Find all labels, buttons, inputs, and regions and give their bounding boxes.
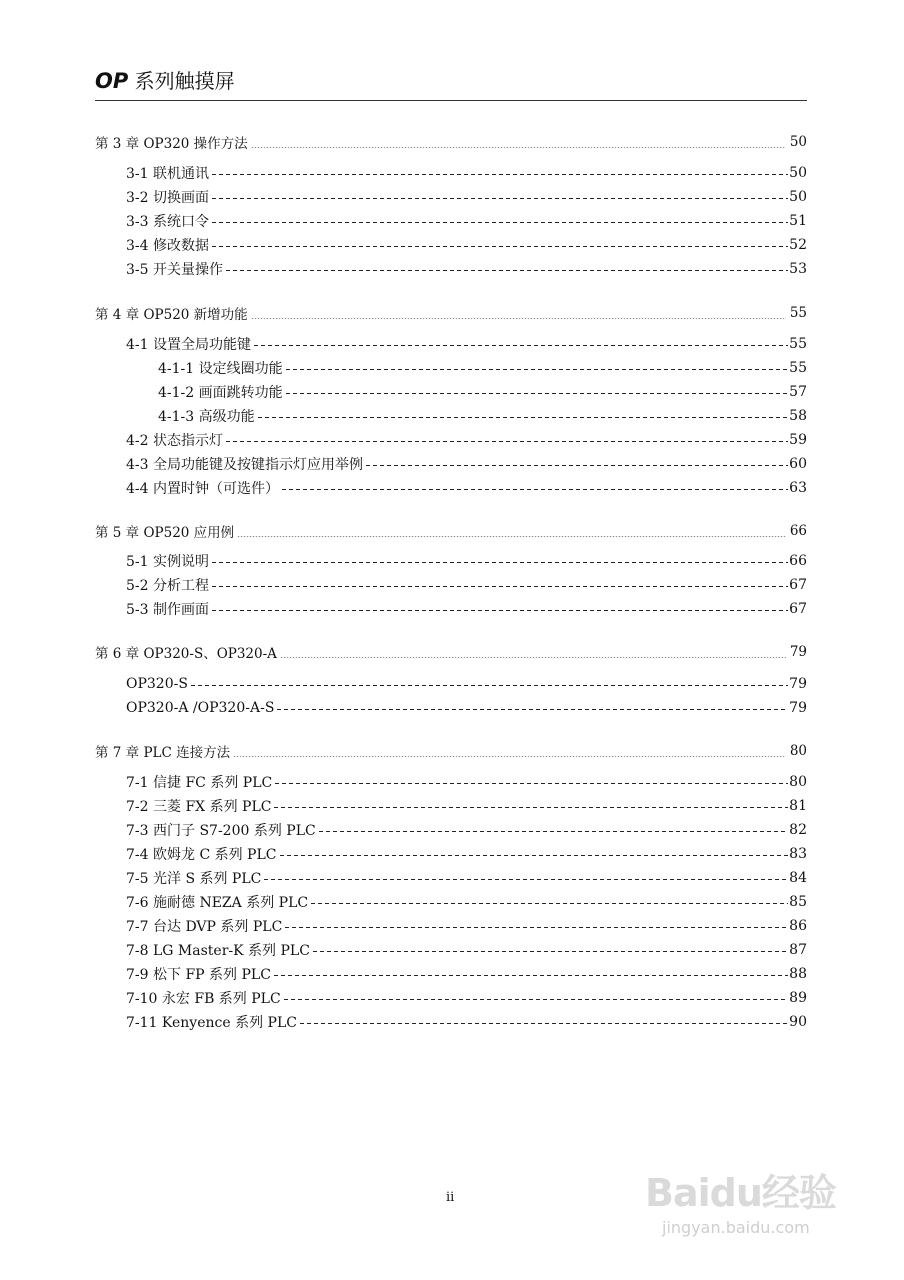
toc-section-entry[interactable]	[126, 477, 807, 499]
toc-page-number: 66	[789, 523, 807, 539]
toc-entry-label: 7-4 欧姆龙 C 系列 PLC	[126, 847, 277, 863]
toc-entry-label: 7-3 西门子 S7-200 系列 PLC	[126, 823, 316, 839]
toc-leader	[284, 999, 788, 1000]
toc-entry-label: OP320-A /OP320-A-S	[126, 700, 275, 716]
header-title-prefix: OP	[95, 69, 129, 93]
toc-leader	[237, 536, 786, 537]
toc-entry-label: 第 5 章 OP520 应用例	[95, 525, 235, 541]
toc-section-entry[interactable]	[126, 598, 807, 620]
toc-chapter-entry[interactable]	[95, 302, 807, 324]
toc-page-number: 67	[789, 577, 807, 593]
watermark-url: jingyan.baidu.com	[662, 1218, 810, 1237]
toc-page-number: 66	[789, 553, 807, 569]
toc-entry-label: 7-10 永宏 FB 系列 PLC	[126, 991, 281, 1007]
toc-leader	[254, 345, 788, 346]
toc-entry-label: 7-6 施耐德 NEZA 系列 PLC	[126, 895, 309, 911]
toc-page-number: 55	[789, 360, 807, 376]
toc-leader	[212, 222, 788, 223]
toc-entry-label: 7-9 松下 FP 系列 PLC	[126, 967, 271, 983]
toc-section-entry[interactable]	[158, 357, 807, 379]
toc-section-entry[interactable]	[126, 186, 807, 208]
toc-leader	[280, 657, 786, 658]
toc-leader	[212, 174, 788, 175]
toc-section-entry[interactable]	[126, 987, 807, 1009]
toc-page-number: 60	[789, 456, 807, 472]
toc-leader	[319, 831, 788, 832]
toc-section-entry[interactable]	[126, 697, 807, 719]
toc-entry-label: 3-3 系统口令	[126, 214, 209, 230]
toc-page-number: 52	[789, 237, 807, 253]
toc-entry-label: OP320-S	[126, 676, 188, 692]
toc-section-entry[interactable]	[126, 771, 807, 793]
toc-section-entry[interactable]	[158, 405, 807, 427]
toc-leader	[280, 855, 789, 856]
toc-page-number: 79	[789, 700, 807, 716]
toc-section-entry[interactable]	[126, 867, 807, 889]
toc-section-entry[interactable]	[126, 915, 807, 937]
toc-page-number: 81	[789, 798, 807, 814]
baidu-watermark	[640, 1140, 870, 1250]
toc-section-entry[interactable]	[126, 891, 807, 913]
footer-page-number: ii	[446, 1190, 455, 1205]
toc-page-number: 57	[789, 384, 807, 400]
toc-leader	[212, 586, 788, 587]
toc-entry-label: 5-1 实例说明	[126, 554, 209, 570]
toc-page-number: 90	[789, 1014, 807, 1030]
toc-entry-label: 4-3 全局功能键及按键指示灯应用举例	[126, 457, 363, 473]
toc-entry-label: 第 6 章 OP320-S、OP320-A	[95, 646, 277, 662]
toc-page-number: 87	[789, 942, 807, 958]
toc-entry-label: 4-1-2 画面跳转功能	[158, 385, 283, 401]
toc-page-number: 63	[789, 480, 807, 496]
toc-section-entry[interactable]	[126, 550, 807, 572]
toc-leader	[191, 685, 788, 686]
toc-leader	[226, 441, 788, 442]
toc-leader	[212, 246, 788, 247]
toc-leader	[233, 756, 786, 757]
toc-leader	[277, 709, 788, 710]
toc-leader	[251, 318, 786, 319]
toc-section-entry[interactable]	[126, 795, 807, 817]
toc-leader	[286, 393, 789, 394]
toc-entry-label: 3-4 修改数据	[126, 238, 209, 254]
toc-page-number: 50	[789, 134, 807, 150]
toc-page-number: 79	[789, 676, 807, 692]
toc-leader	[311, 903, 788, 904]
toc-entry-label: 第 4 章 OP520 新增功能	[95, 307, 248, 323]
toc-entry-label: 3-5 开关量操作	[126, 262, 223, 278]
toc-leader	[275, 783, 788, 784]
toc-section-entry[interactable]	[126, 162, 807, 184]
toc-page-number: 84	[789, 870, 807, 886]
toc-page-number: 50	[789, 189, 807, 205]
toc-section-entry[interactable]	[126, 673, 807, 695]
toc-leader	[313, 951, 788, 952]
toc-entry-label: 7-5 光洋 S 系列 PLC	[126, 871, 262, 887]
toc-page-number: 83	[789, 846, 807, 862]
toc-leader	[212, 610, 788, 611]
toc-page-number: 58	[789, 408, 807, 424]
toc-page-number: 55	[789, 305, 807, 321]
toc-page-number: 86	[789, 918, 807, 934]
toc-entry-label: 7-1 信捷 FC 系列 PLC	[126, 775, 273, 791]
toc-page-number: 80	[789, 743, 807, 759]
toc-section-entry[interactable]	[126, 843, 807, 865]
toc-chapter-entry[interactable]	[95, 740, 807, 762]
toc-section-entry[interactable]	[126, 429, 807, 451]
toc-section-entry[interactable]	[126, 234, 807, 256]
toc-section-entry[interactable]	[158, 381, 807, 403]
watermark-brand: Baidu经验	[645, 1171, 836, 1215]
toc-leader	[258, 417, 789, 418]
toc-section-entry[interactable]	[126, 258, 807, 280]
toc-entry-label: 5-3 制作画面	[126, 602, 209, 618]
toc-leader	[226, 270, 788, 271]
toc-entry-label: 第 3 章 OP320 操作方法	[95, 136, 248, 152]
toc-leader	[251, 147, 786, 148]
toc-leader	[300, 1023, 788, 1024]
toc-section-entry[interactable]	[126, 210, 807, 232]
toc-entry-label: 7-2 三菱 FX 系列 PLC	[126, 799, 272, 815]
toc-leader	[212, 198, 788, 199]
toc-section-entry[interactable]	[126, 574, 807, 596]
toc-section-entry[interactable]	[126, 963, 807, 985]
toc-leader	[212, 562, 788, 563]
toc-leader	[282, 489, 788, 490]
toc-entry-label: 4-2 状态指示灯	[126, 433, 223, 449]
toc-leader	[286, 369, 789, 370]
toc-entry-label: 7-7 台达 DVP 系列 PLC	[126, 919, 283, 935]
toc-section-entry[interactable]	[126, 453, 807, 475]
toc-page-number: 59	[789, 432, 807, 448]
toc-page-number: 53	[789, 261, 807, 277]
toc-page-number: 85	[789, 894, 807, 910]
toc-entry-label: 第 7 章 PLC 连接方法	[95, 745, 231, 761]
toc-section-entry[interactable]	[126, 1011, 807, 1033]
toc-leader	[274, 975, 788, 976]
toc-page-number: 79	[789, 644, 807, 660]
toc-section-entry[interactable]	[126, 939, 807, 961]
toc-page-number: 55	[789, 336, 807, 352]
toc-entry-label: 7-8 LG Master-K 系列 PLC	[126, 943, 310, 959]
toc-leader	[366, 465, 788, 466]
toc-entry-label: 4-1 设置全局功能键	[126, 337, 251, 353]
toc-entry-label: 3-1 联机通讯	[126, 166, 209, 182]
toc-leader	[274, 807, 788, 808]
toc-page-number: 89	[789, 990, 807, 1006]
toc-page-number: 88	[789, 966, 807, 982]
toc-leader	[264, 879, 788, 880]
toc-leader	[285, 927, 788, 928]
toc-entry-label: 4-1-3 高级功能	[158, 409, 255, 425]
toc-page-number: 50	[789, 165, 807, 181]
toc-entry-label: 3-2 切换画面	[126, 190, 209, 206]
toc-section-entry[interactable]	[126, 333, 807, 355]
toc-chapter-entry[interactable]	[95, 131, 807, 153]
toc-chapter-entry[interactable]	[95, 520, 807, 542]
toc-entry-label: 5-2 分析工程	[126, 578, 209, 594]
toc-page-number: 67	[789, 601, 807, 617]
toc-page-number: 80	[789, 774, 807, 790]
toc-page-number: 82	[789, 822, 807, 838]
toc-page-number: 51	[789, 213, 807, 229]
header-title-rest: 系列触摸屏	[134, 69, 235, 93]
toc-entry-label: 4-1-1 设定线圈功能	[158, 361, 283, 377]
toc-entry-label: 7-11 Kenyence 系列 PLC	[126, 1015, 297, 1031]
toc-section-entry[interactable]	[126, 819, 807, 841]
toc-entry-label: 4-4 内置时钟（可选件）	[126, 481, 279, 497]
toc-chapter-entry[interactable]	[95, 641, 807, 663]
